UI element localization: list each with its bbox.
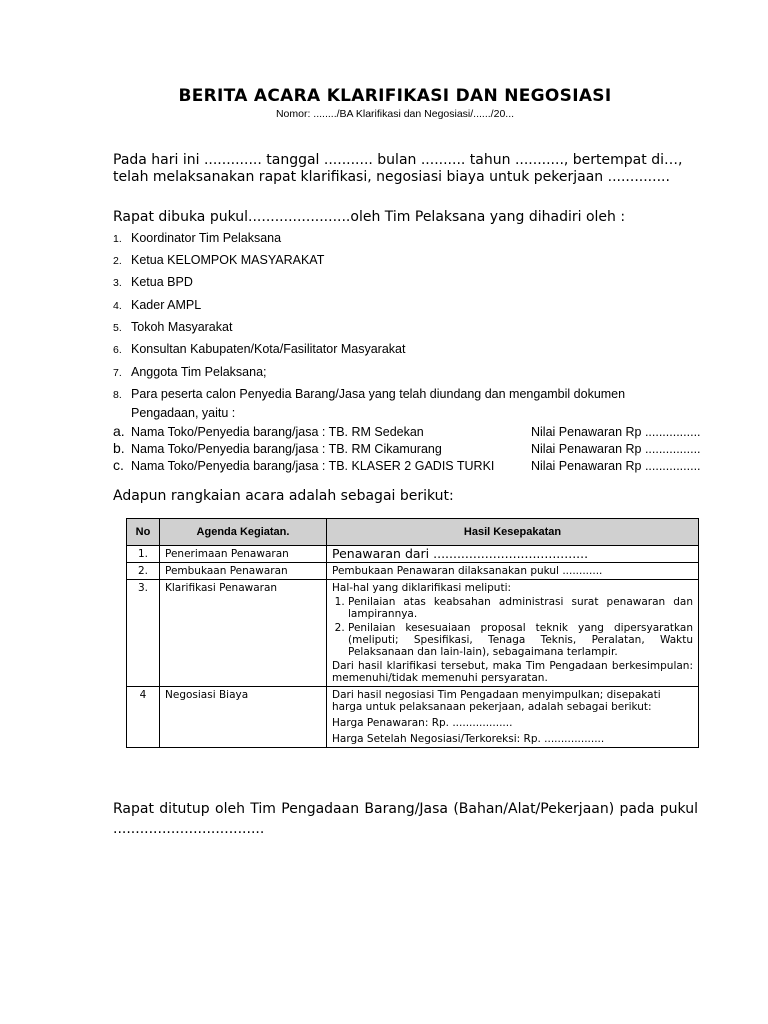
list-item: 2. Penilaian kesesuaiaan proposal teknik yang dipersyaratkan (meliputi; Spesifikasi, Tenaga Teknis, Peralatan, Waktu Pelaksanaan dan lain-lain), sebagaimana terlampir. <box>348 622 693 658</box>
vendor-name: Nama Toko/Penyedia barang/jasa : TB. KLASER 2 GADIS TURKI <box>131 459 495 473</box>
list-number: 7. <box>113 367 122 379</box>
document-number: Nomor: ......../BA Klarifikasi dan Negosiasi/....../20... <box>275 108 515 120</box>
list-item: 1. Penilaian atas keabsahan administrasi surat penawaran dan lampirannya. <box>348 596 693 620</box>
list-text: Tokoh Masyarakat <box>131 320 233 334</box>
row-result: Pembukaan Penawaran dilaksanakan pukul ............ <box>327 563 699 580</box>
vendor-letter: c. <box>113 457 124 473</box>
column-header-agenda: Agenda Kegiatan. <box>160 519 327 546</box>
vendor-offer: Nilai Penawaran Rp ................ <box>531 459 701 473</box>
table-row <box>127 580 699 687</box>
list-number: 6. <box>113 344 122 356</box>
column-header-result: Hasil Kesepakatan <box>327 519 699 546</box>
list-number: 3. <box>113 277 122 289</box>
list-text-continued: Pengadaan, yaitu : <box>131 406 236 420</box>
vendor-letter: a. <box>113 423 125 439</box>
table-row <box>127 563 699 580</box>
row-number: 2. <box>127 563 160 580</box>
vendor-offer: Nilai Penawaran Rp ................ <box>531 442 701 456</box>
vendor-name: Nama Toko/Penyedia barang/jasa : TB. RM Cikamurang <box>131 442 442 456</box>
list-number: 1. <box>113 233 122 245</box>
price-offer: Harga Penawaran: Rp. .................. <box>332 717 513 729</box>
vendor-letter: b. <box>113 440 125 456</box>
list-text: Kader AMPL <box>131 298 202 312</box>
list-text: Para peserta calon Penyedia Barang/Jasa yang telah diundang dan mengambil dokumen <box>131 387 626 401</box>
column-header-no: No <box>127 519 160 546</box>
agenda-intro: Adapun rangkaian acara adalah sebagai berikut: <box>113 488 454 504</box>
table-header-row <box>127 519 699 546</box>
intro-line-2: telah melaksanakan rapat klarifikasi, negosiasi biaya untuk pekerjaan .............. <box>113 169 670 185</box>
list-text: Konsultan Kabupaten/Kota/Fasilitator Masyarakat <box>131 342 406 356</box>
table-row <box>127 687 699 748</box>
row-number: 3. <box>127 580 160 687</box>
agenda-table <box>126 518 699 748</box>
price-after-negotiation: Harga Setelah Negosiasi/Terkoreksi: Rp. .................. <box>332 733 605 745</box>
vendor-name: Nama Toko/Penyedia barang/jasa : TB. RM Sedekan <box>131 425 424 439</box>
list-text: Ketua KELOMPOK MASYARAKAT <box>131 253 325 267</box>
row-result <box>327 687 699 748</box>
list-text: Anggota Tim Pelaksana; <box>131 365 267 379</box>
row-result: Penawaran dari ....................................... <box>327 546 699 563</box>
list-number: 4. <box>113 300 122 312</box>
row-number: 4 <box>127 687 160 748</box>
clarification-list <box>332 596 693 658</box>
list-text: Koordinator Tim Pelaksana <box>131 231 282 245</box>
clarification-conclusion: Dari hasil klarifikasi tersebut, maka Tim Pengadaan berkesimpulan: memenuhi/tidak memenuhi persyaratan. <box>332 660 693 684</box>
clarification-intro: Hal-hal yang diklarifikasi meliputi: <box>332 582 512 594</box>
negotiation-text: Dari hasil negosiasi Tim Pengadaan menyimpulkan; disepakati harga untuk pelaksanaan pekerjaan, adalah sebagai berikut: <box>332 689 661 713</box>
opening-line: Rapat dibuka pukul.......................oleh Tim Pelaksana yang dihadiri oleh : <box>113 209 626 225</box>
vendor-offer: Nilai Penawaran Rp ................ <box>531 425 701 439</box>
table-row <box>127 546 699 563</box>
row-result <box>327 580 699 687</box>
row-agenda: Negosiasi Biaya <box>160 687 327 748</box>
list-number: 2. <box>113 255 122 267</box>
list-number: 5. <box>113 322 122 334</box>
list-text: Ketua BPD <box>131 275 193 289</box>
row-agenda: Pembukaan Penawaran <box>160 563 327 580</box>
intro-line-1: Pada hari ini ............. tanggal ........... bulan .......... tahun ..........., bertempat di…, <box>113 152 683 168</box>
closing-paragraph: Rapat ditutup oleh Tim Pengadaan Barang/Jasa (Bahan/Alat/Pekerjaan) pada pukul .................................. <box>113 801 698 837</box>
row-agenda: Penerimaan Penawaran <box>160 546 327 563</box>
document-title: BERITA ACARA KLARIFIKASI DAN NEGOSIASI <box>178 86 612 106</box>
list-number: 8. <box>113 389 122 401</box>
row-number: 1. <box>127 546 160 563</box>
row-agenda: Klarifikasi Penawaran <box>160 580 327 687</box>
